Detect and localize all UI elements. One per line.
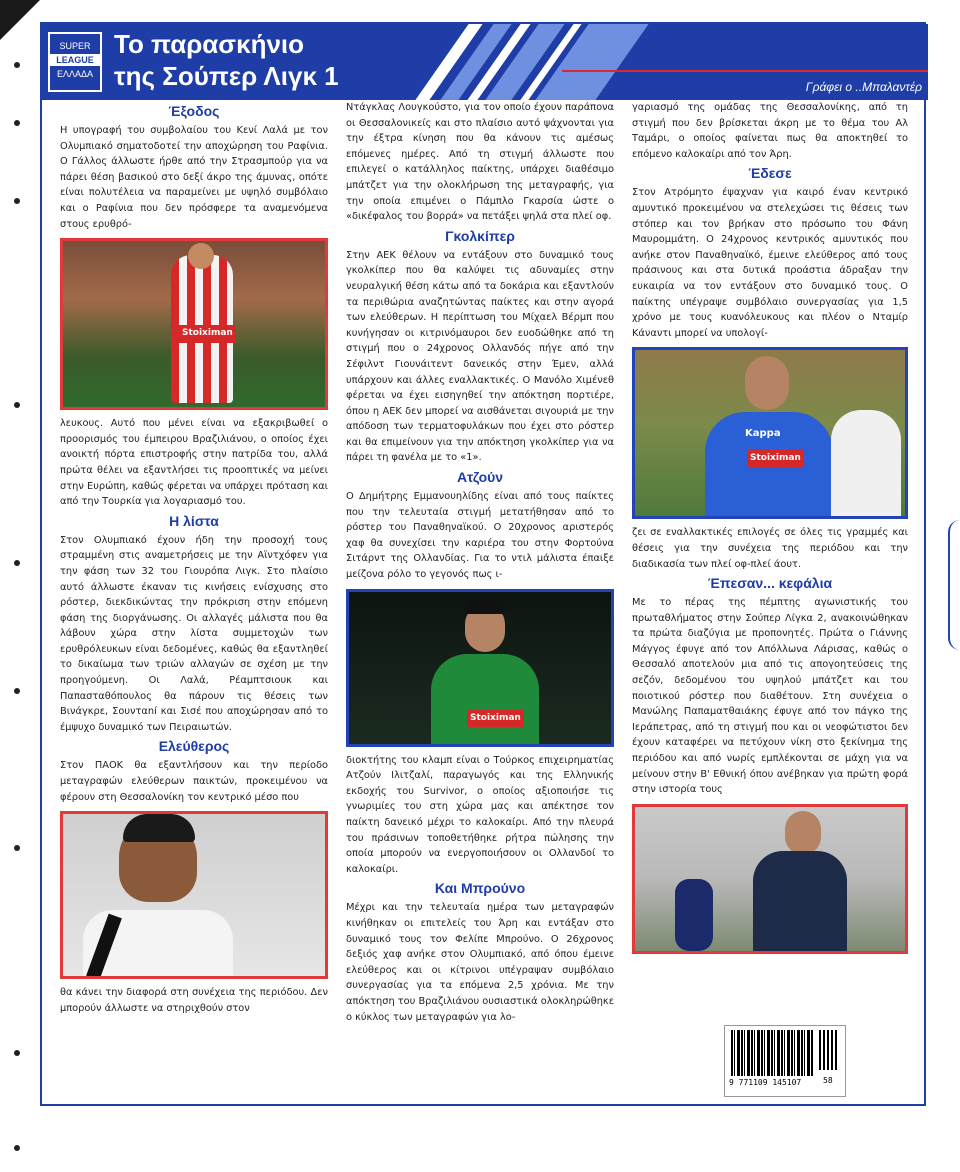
heading-lista: Η λίστα — [169, 512, 219, 529]
heading-atzoun: Ατζούν — [456, 469, 504, 486]
heading-edese: Έδεσε — [748, 165, 792, 182]
barcode — [724, 1025, 846, 1097]
byline: Γράφει ο ..Μπαλαντέρ — [805, 80, 922, 94]
photo-player-olympiacos: Stoiximan — [60, 238, 328, 410]
paragraph: ζει σε εναλλακτικές επιλογές σε όλες τις γραμμές και θέσεις για την συνέχεια της περιόδου και την διαδικασία των πλεί οφ-πλεί άουτ. — [632, 527, 908, 570]
paragraph: Στον Ολυμπιακό έχουν ήδη την προσοχή τους στραμμένη στις αναμετρήσεις με την Αϊντχόφεν για την φάση των 32 του Γιουρόπα Λιγκ. Στο πλαίσιο αυτό άλλωστε έκαναν τις κινήσεις ενίσχυσης στο ρόστερ, διεκδικώντας την πρόκριση στην επόμενη φάση της διοργάνωσης. Οι αλλαγές μάλιστα που θα λάβουν χώρα στην λίστα συμμετοχών των ερυθρόλευκων είναι δεδομένες, καθώς θα εξαντληθεί το δικαίωμα των τριών αλλαγών σε σχέση με την προηγούμενη. Οι Λαλά, Ρέαμπτσιουκ και Παπασταθόπουλος θα πάρουν τις θέσεις των Βινάγκρε, Σουνταní και Σισέ που αποχώρησαν από το έμψυχο δυναμικό των Πειραιωτών. — [60, 534, 328, 733]
paragraph: Μέχρι και την τελευταία ημέρα των μεταγραφών κινήθηκαν οι επιτελείς του Άρη και εντάξαν στο δυναμικό τους τον Φελίπε Μπρούνο. Ο 26χρονος δεξιός χαφ ανήκε στον Ολυμπιακό, από όπου έμεινε ελεύθερος και οι κίτρινοι υπέγραψαν συμβόλαιο συνεργασίας για τα επόμενα 2,5 χρόνια. Με την απόκτηση του Βραζιλιάνου ουσιαστικά ολοκληρώθηκε ο κύκλος των μεταγραφών για λο- — [346, 902, 614, 1023]
article-header — [42, 24, 928, 100]
super-league-logo: SUPER LEAGUE ΕΛΛΑΔΑ — [48, 32, 102, 92]
barcode-issue: 58 — [823, 1076, 833, 1085]
photo-player-paok — [60, 811, 328, 979]
header-red-line — [562, 70, 928, 72]
paragraph: Με το πέρας της πέμπτης αγωνιστικής του πρωταθλήματος στην Σούπερ Λίγκα 2, ανακοινώθηκαν τα πρώτα διαζύγια με προπονητές. Πρώτα ο Γιάννης Μάγγος έφυγε από τον Απόλλωνα Λάρισας, καθώς ο Θεσσαλό αποτελούν μια από τις απογοητεύσεις της σεζόν, δεδομένου του υψηλού μπάτζετ και του ποιοτικού ρόστερ που διαθέτουν. Στη συνέχεια ο Μανώλης Παπαματθαιάκης έφυγε από τον πάγκο της Ιεράπετρας, από τη στιγμή που και οι νεοφώτιστοι δεν έχουν καταφέρει να πετύχουν νίκη στο ξεκίνημα της περιόδου και από νωρίς εμπλέκονται σε μάχη για να μείνουν στην Β' Εθνική όπου ανέβηκαν για πρώτη φορά στην ιστορία τους — [632, 597, 908, 796]
paragraph: Η υπογραφή του συμβολαίου του Κενί Λαλά με τον Ολυμπιακό σηματοδοτεί την αποχώρηση του Ραφίνια. Ο Γάλλος άλλωστε ήρθε από την Στρασμπούρ για να πάρει θέση βασικού στο δεξί άκρο της άμυνας, οπότε είναι πολυτέλεια να παραμείνει με υψηλό συμβόλαιο και ο Ραφίνια που δεν πρόσφερε τα αναμενόμενα στους ερυθρό- — [60, 125, 328, 230]
barcode-bars — [731, 1030, 813, 1076]
column-1 — [60, 100, 328, 1016]
paragraph: Στην ΑΕΚ θέλουν να εντάξουν στο δυναμικό τους γκολκίπερ που θα καλύψει τις αδυναμίες στην νευραλγική θέση κάτω από τα δοκάρια και εξαντλούν τα περιθώρια αναζητώντας παίκτες και στην αγορά των ελεύθερων. Η περίπτωση του Μίχαελ Βέρμπ που κυνήγησαν οι κιτρινόμαυροι δεν ευοδώθηκε από τη στιγμή που ο 24χρονος Ολλανδός πήγε από την Σέφιλντ Γιουνάιτεντ δανεικός στην Έμεν, αλλά υπάρχουν και άλλες εναλλακτικές. Ο Μανόλο Χιμένεθ φέρεται να έχει εισηγηθεί την απόκτηση πορτιέρε, όπου η ΑΕΚ δεν μπορεί να αισθάνεται σιγουριά με την απόδοση των τερματοφυλάκων που έχει στο ρόστερ και θα επιμείνουν για την απόκτηση γκολκίπερ για να πάρει τη φανέλα με το «1». — [346, 249, 614, 464]
page-corner-fold — [0, 0, 40, 40]
paragraph: λευκους. Αυτό που μένει είναι να εξακριβωθεί ο προορισμός του έμπειρου Βραζιλιάνου, ο οποίος έχει ανοικτή πόρτα επιστροφής στην πατρίδα του, αλλά πρώτα θέλει να εξαντλήσει τις προοπτικές να μείνει στην Ευρώπη, καθώς φέρεται να υπάρχει πρόταση και από την Τουρκία για λογαριασμό του. — [60, 418, 328, 508]
paragraph: διοκτήτης του κλαμπ είναι ο Τούρκος επιχειρηματίας Ατζούν Ιλιτζαλί, παραγωγός και της Ελληνικής εκδοχής του Survivor, ο οποίος αξιοποιήσε τις γνωριμίες του στη χώρα μας και απέκτησε τον παίκτη δανεικό μέχρι το καλοκαίρι. Από την πλευρά του πράσινων τοποθετήθηκε ρήτρα πώλησης την οποία μπορούν να ενεργοποιήσουν οι Ολλανδοί το καλοκαίρι. — [346, 754, 614, 875]
heading-kefalia: Έπεσαν... κεφάλια — [707, 575, 833, 592]
heading-bruno: Και Μπρούνο — [434, 880, 526, 897]
column-2 — [346, 100, 614, 1025]
photo-coach — [632, 804, 908, 954]
paragraph: Στον ΠΑΟΚ θα εξαντλήσουν και την περίοδο μεταγραφών ελεύθερων παικτών, προκειμένου να φέρουν στη Θεσσαλονίκη τον κεντρικό μέσο που — [60, 760, 328, 803]
photo-player-panathinaikos: Stoiximan — [346, 589, 614, 747]
column-3 — [632, 100, 908, 960]
paragraph: Ντάγκλας Λουγκούστο, για τον οποίο έχουν παράπονα οι Θεσσαλονικείς και στο πλαίσιο αυτό ψάχνονται για την έξτρα κίνηση που θα κάνουν τις αμέσως επόμενες ημέρες. Από τη στιγμή άλλωστε που επιλεγεί ο κατάλληλος παίκτης, υπάρχει διαθέσιμο μπάτζετ για την ολοκλήρωση της μεταγραφής, για την οποία επιμένει ο Πάμπλο Γκαρσία ώστε ο «δικέφαλος του βορρά» να πετάξει ψηλά στα πλεί οφ. — [346, 102, 614, 223]
page-title: Το παρασκήνιο της Σούπερ Λιγκ 1 — [114, 29, 339, 91]
heading-exodos: Έξοδος — [168, 103, 220, 119]
heading-eleftheros: Ελεύθερος — [158, 738, 230, 755]
barcode-addon-bars — [819, 1030, 837, 1070]
article-sheet — [40, 22, 926, 1106]
paragraph: γαριασμό της ομάδας της Θεσσαλονίκης, από τη στιγμή που δεν βρίσκεται άκρη με το θέμα του Αλ Ταμάρι, ο οποίος φαίνεται πως θα αποκτηθεί το επόμενο καλοκαίρι από τον Άρη. — [632, 102, 908, 160]
heading-goalkeeper: Γκολκίπερ — [445, 227, 515, 244]
paragraph: Στον Ατρόμητο έψαχναν για καιρό έναν κεντρικό αμυντικό προκειμένου να στελεχώσει τις θέσεις των στόπερ και τον βρήκαν στο πρόσωπο του Φάνη Μαυρομμάτη. Ο 24χρονος κεντρικός αμυντικός που ανήκε στον Παναθηναϊκό, έμεινε ελεύθερος από τους πράσινους και στα δυτικά προάστια άδραξαν την ευκαιρία να τον εντάξουν στο δυναμικό τους. Ο παίκτης υπέγραψε συμβόλαιο συνεργασίας για 1,5 χρόνο με τους κυανόλευκους και πλέον ο Νταμίρ Κάναντι μπορεί να υπολογί- — [632, 187, 908, 339]
paragraph: θα κάνει την διαφορά στη συνέχεια της περιόδου. Δεν μπορούν άλλωστε να στηριχθούν στον — [60, 987, 328, 1014]
barcode-number: 9 771109 145107 — [729, 1078, 802, 1087]
photo-player-atromitos: Stoiximan Kappa — [632, 347, 908, 519]
page-edge-curve — [948, 520, 960, 650]
paragraph: Ο Δημήτρης Εμμανουηλίδης είναι από τους παίκτες που την τελευταία στιγμή μετατήθησαν από το ρόστερ του Παναθηναϊκού. Ο 20χρονος αριστερός χαφ θα συνεχίσει την καριέρα του στην Φορτούνα Σιτάρντ της Ολλανδίας. Για το ντιλ μάλιστα έπαιξε μείζονα ρόλο το γεγονός πως ι- — [346, 491, 614, 581]
